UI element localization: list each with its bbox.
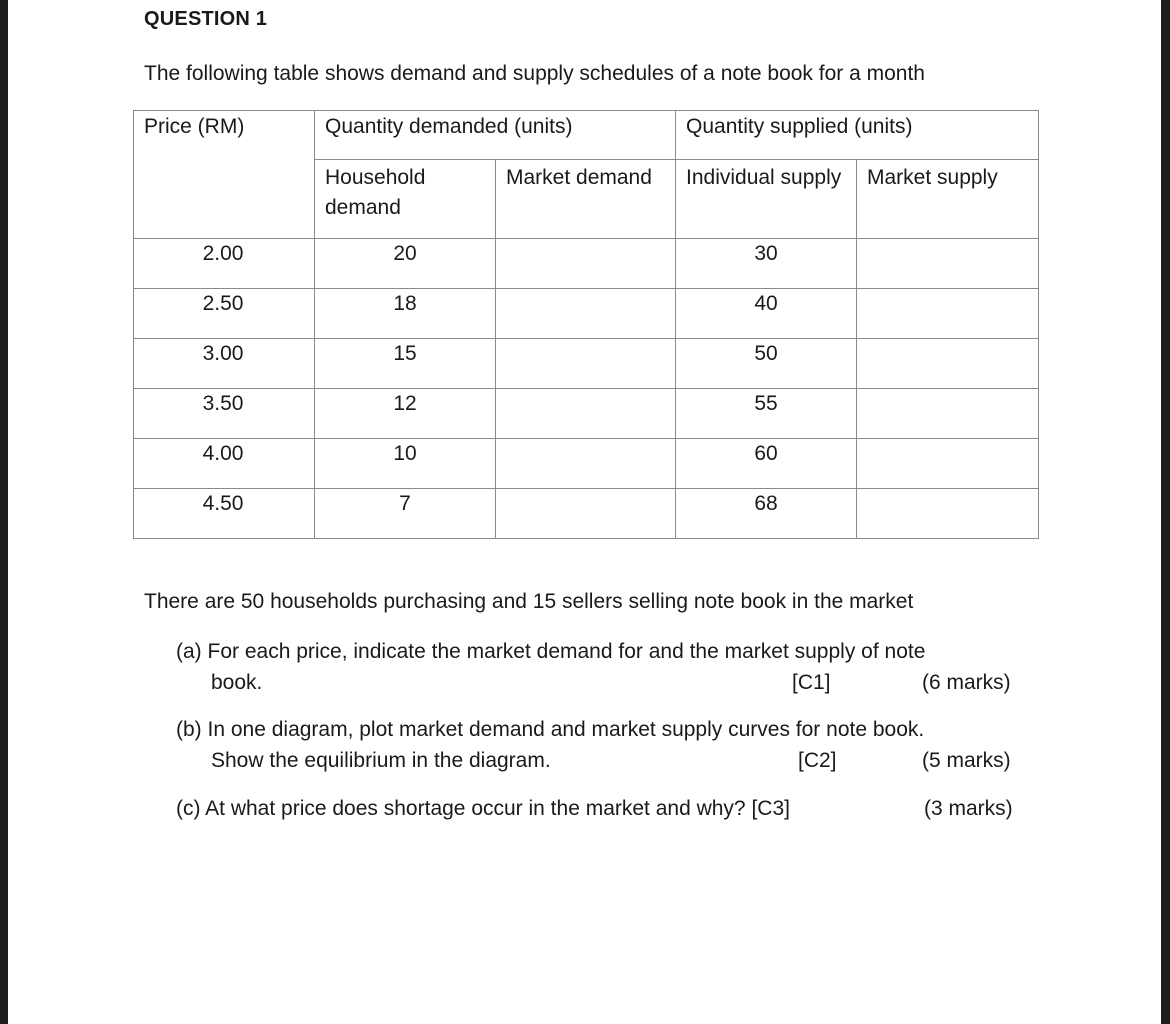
market-supply-cell [857,289,1038,291]
question-b-line2: Show the equilibrium in the diagram. [211,749,551,772]
household-demand-cell: 10 [393,442,417,465]
question-a-line1: (a) For each price, indicate the market demand for and the market supply of note [176,640,926,663]
price-cell: 2.50 [202,292,244,315]
question-a-marks: (6 marks) [922,671,1011,694]
question-b-code: [C2] [798,749,837,772]
household-demand-cell: 20 [393,242,417,265]
schedule-table [133,110,1039,539]
market-supply-cell [857,239,1038,241]
question-c [176,793,1021,824]
header-market-supply: Market supply [857,160,1039,239]
market-demand-cell [496,339,675,341]
question-c-marks: (3 marks) [924,797,1013,820]
header-price: Price (RM) [134,111,315,239]
table-row [134,239,1039,289]
market-note: There are 50 households purchasing and 15 sellers selling note book in the market [144,590,914,613]
individual-supply-cell: 60 [754,442,778,465]
market-demand-cell [496,239,675,241]
header-quantity-demanded: Quantity demanded (units) [315,111,676,160]
header-individual-supply: Individual supply [676,160,857,239]
header-quantity-supplied: Quantity supplied (units) [676,111,1039,160]
question-b-line1: (b) In one diagram, plot market demand and market supply curves for note book. [176,718,925,741]
question-b-marks: (5 marks) [922,749,1011,772]
question-c-text: (c) At what price does shortage occur in the market and why? [C3] [176,797,790,820]
question-a [176,636,1021,698]
price-cell: 4.00 [202,442,244,465]
individual-supply-cell: 50 [754,342,778,365]
price-cell: 3.50 [202,392,244,415]
market-demand-cell [496,389,675,391]
table-row [134,339,1039,389]
table-row [134,289,1039,339]
household-demand-cell: 7 [399,492,411,515]
document-page [8,0,1161,1024]
market-supply-cell [857,489,1038,491]
market-supply-cell [857,439,1038,441]
household-demand-cell: 15 [393,342,417,365]
question-b [176,714,1021,776]
header-household-demand: Household demand [315,160,496,239]
market-demand-cell [496,289,675,291]
question-title: QUESTION 1 [144,8,268,30]
table-row [134,389,1039,439]
table-row [134,439,1039,489]
market-supply-cell [857,339,1038,341]
individual-supply-cell: 68 [754,492,778,515]
individual-supply-cell: 55 [754,392,778,415]
price-cell: 4.50 [202,492,244,515]
individual-supply-cell: 40 [754,292,778,315]
question-a-line2: book. [211,671,263,694]
market-demand-cell [496,439,675,441]
market-supply-cell [857,389,1038,391]
market-demand-cell [496,489,675,491]
table-row [134,489,1039,539]
question-a-code: [C1] [792,671,831,694]
header-market-demand: Market demand [496,160,676,239]
household-demand-cell: 12 [393,392,417,415]
price-cell: 3.00 [202,342,244,365]
individual-supply-cell: 30 [754,242,778,265]
intro-text: The following table shows demand and supply schedules of a note book for a month [144,62,925,85]
price-cell: 2.00 [202,242,244,265]
household-demand-cell: 18 [393,292,417,315]
